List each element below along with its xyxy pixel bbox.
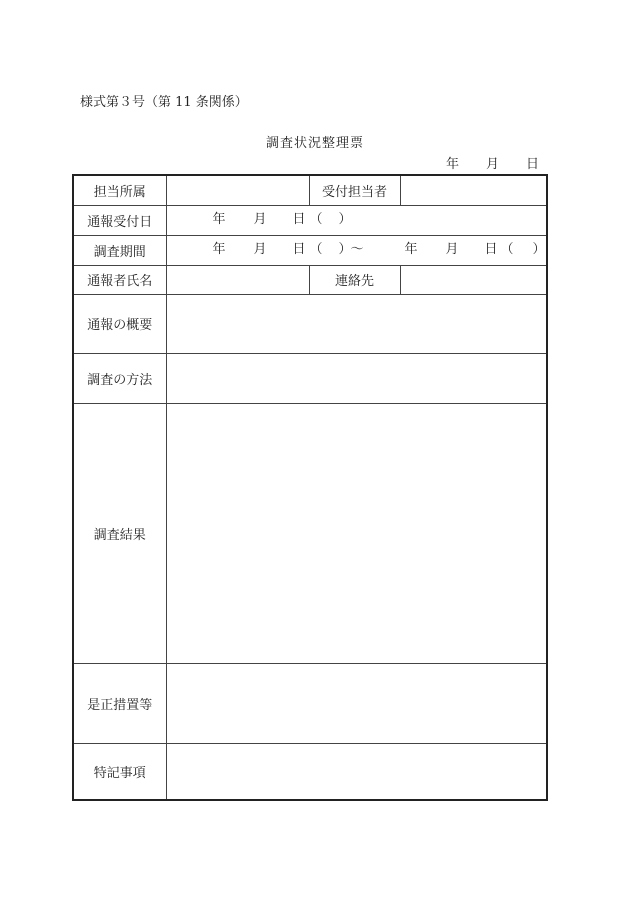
form-number: 様式第３号（第 11 条関係）	[80, 95, 248, 110]
row-investigation-period	[73, 235, 547, 265]
period-start-weekday-close: ）	[338, 242, 352, 257]
row-corrective-actions	[73, 663, 547, 743]
row-reporter-name	[73, 265, 547, 294]
period-start-year: 年	[212, 242, 226, 257]
period-end-weekday-close: ）	[532, 242, 546, 257]
method-field[interactable]	[166, 353, 547, 403]
row-summary	[73, 294, 547, 353]
contact-field[interactable]	[400, 265, 547, 294]
summary-field[interactable]	[166, 294, 547, 353]
report-date-year: 年	[212, 212, 226, 227]
date-month-label: 月	[486, 157, 500, 172]
document-title: 調査状況整理票	[265, 136, 364, 151]
report-date-weekday-open: （	[309, 212, 323, 227]
report-date-field[interactable]	[166, 205, 547, 235]
report-date-weekday-close: ）	[338, 212, 352, 227]
department-field[interactable]	[166, 175, 309, 205]
period-end-day: 日	[484, 242, 498, 257]
reporter-name-field[interactable]	[166, 265, 309, 294]
period-end-year: 年	[404, 242, 418, 257]
investigation-period-field[interactable]	[166, 235, 547, 265]
date-day-label: 日	[526, 157, 540, 172]
investigation-period-label: 調査期間	[73, 235, 166, 265]
department-label: 担当所属	[73, 175, 166, 205]
period-start-day: 日	[292, 242, 306, 257]
row-report-date	[73, 205, 547, 235]
period-start-month: 月	[253, 242, 267, 257]
receiver-field[interactable]	[400, 175, 547, 205]
period-separator: ～	[350, 242, 364, 257]
row-remarks	[73, 743, 547, 800]
reporter-name-label: 通報者氏名	[73, 265, 166, 294]
period-end-weekday-open: （	[500, 242, 514, 257]
contact-label: 連絡先	[309, 265, 400, 294]
corrective-actions-label: 是正措置等	[73, 663, 166, 743]
document-date	[430, 156, 545, 174]
result-field[interactable]	[166, 403, 547, 663]
receiver-label: 受付担当者	[309, 175, 400, 205]
report-date-day: 日	[292, 212, 306, 227]
period-end-month: 月	[445, 242, 459, 257]
report-date-month: 月	[253, 212, 267, 227]
corrective-actions-field[interactable]	[166, 663, 547, 743]
row-method	[73, 353, 547, 403]
investigation-status-table	[72, 174, 548, 801]
remarks-field[interactable]	[166, 743, 547, 800]
report-date-label: 通報受付日	[73, 205, 166, 235]
result-label: 調査結果	[73, 403, 166, 663]
row-result	[73, 403, 547, 663]
period-start-weekday-open: （	[309, 242, 323, 257]
row-department	[73, 175, 547, 205]
summary-label: 通報の概要	[73, 294, 166, 353]
date-year-label: 年	[446, 157, 460, 172]
remarks-label: 特記事項	[73, 743, 166, 800]
method-label: 調査の方法	[73, 353, 166, 403]
